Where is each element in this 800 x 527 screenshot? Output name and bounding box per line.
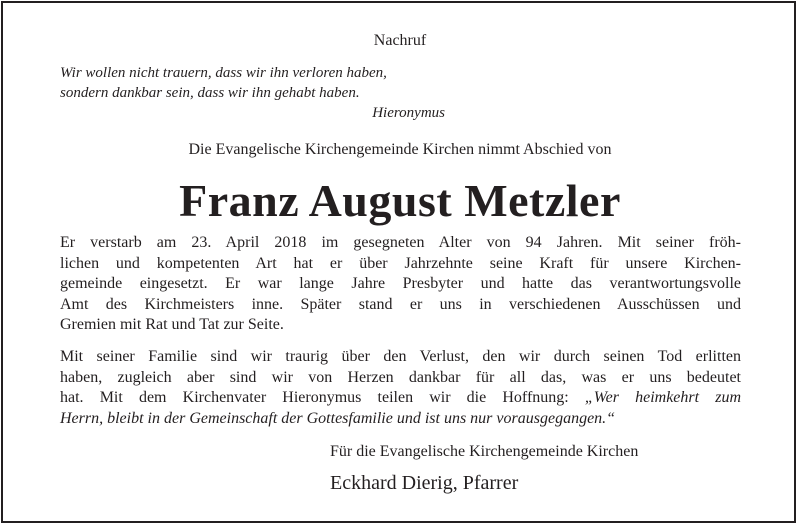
paragraph-line: lichen und kompetenten Art hat er über Jahrzehnte seine Kraft für unsere Kirchen- [60, 254, 741, 272]
paragraph-line: Gremien mit Rat und Tat zur Seite. [60, 316, 284, 333]
quote-line: sondern dankbar sein, dass wir ihn gehabt haben. [60, 85, 360, 101]
paragraph-line: Amt des Kirchmeisters inne. Später stand er uns in verschiedenen Ausschüssen und [60, 295, 741, 313]
biography-paragraph [60, 233, 741, 336]
paragraph-line: Er verstarb am 23. April 2018 im gesegneten Alter von 94 Jahren. Mit seiner fröh- [60, 234, 741, 251]
paragraph-line: Mit seiner Familie sind wir traurig über den Verlust, den wir durch seinen Tod erlitten [60, 348, 741, 365]
signature: Eckhard Dierig, Pfarrer [330, 472, 519, 494]
paragraph-line [60, 409, 741, 430]
quote-block [60, 63, 445, 123]
paragraph-text: hat. Mit dem Kirchenvater Hieronymus teilen wir die Hoffnung: [60, 389, 585, 406]
condolence-paragraph [60, 347, 741, 429]
paragraph-line: haben, zugleich aber sind wir von Herzen dankbar für all das, was er uns bedeutet [60, 368, 741, 386]
quote-author: Hieronymus [372, 105, 445, 121]
quote-line: Wir wollen nicht trauern, dass wir ihn verloren haben, [60, 65, 387, 81]
paragraph-line [60, 388, 741, 409]
deceased-name: Franz August Metzler [179, 175, 621, 226]
closing-line: Für die Evangelische Kirchengemeinde Kirchen [330, 443, 639, 460]
hope-quote-start: „Wer heimkehrt zum [584, 389, 741, 406]
hope-quote-end: Herrn, bleibt in der Gemeinschaft der Gottesfamilie und ist uns nur vorausgegangen.“ [60, 409, 616, 427]
paragraph-line: gemeinde eingesetzt. Er war lange Jahre Presbyter und hatte das verantwortungsvolle [60, 275, 741, 292]
notice-heading: Nachruf [373, 32, 427, 49]
intro-text: Die Evangelische Kirchengemeinde Kirchen nimmt Abschied von [188, 141, 612, 158]
